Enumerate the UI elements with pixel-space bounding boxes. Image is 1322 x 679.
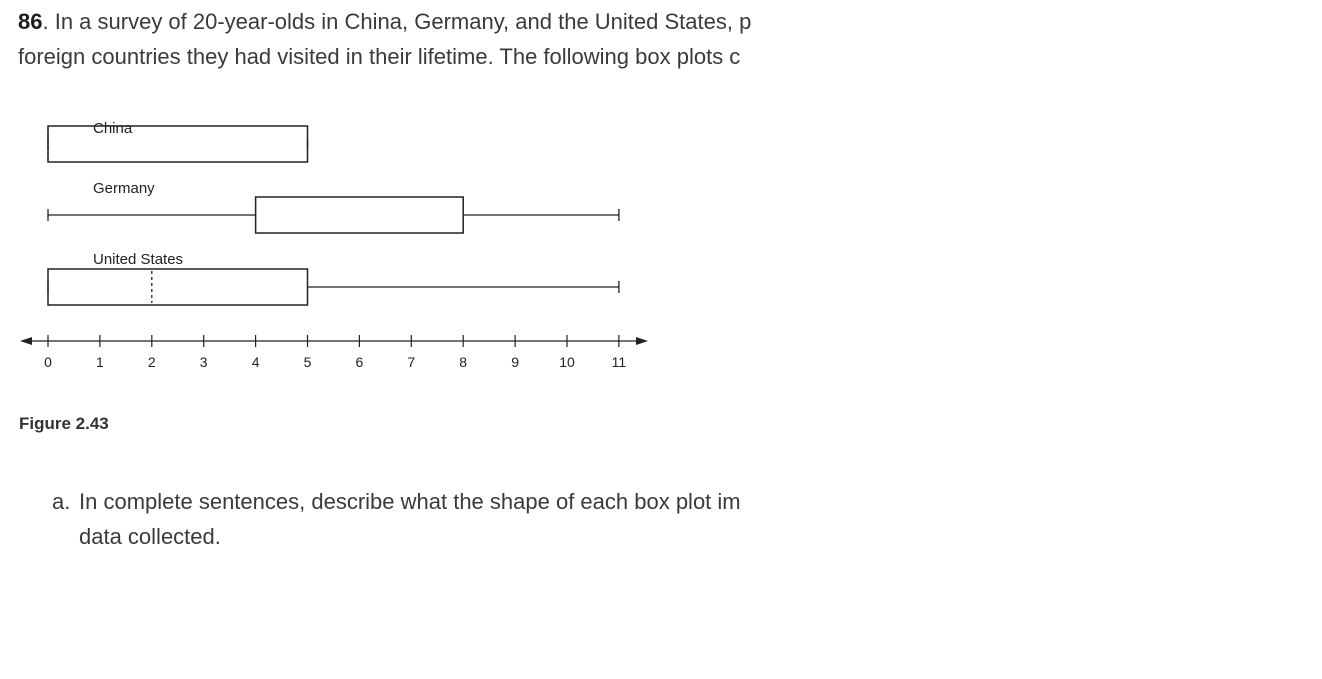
axis-tick-label-2: 2 xyxy=(147,354,156,370)
box-china xyxy=(48,126,308,162)
axis-tick-label-11: 11 xyxy=(611,354,627,370)
axis-arrow-left xyxy=(20,337,32,345)
axis-tick-label-1: 1 xyxy=(96,354,104,370)
answer-a-continuation: data collected. xyxy=(79,524,221,549)
series-label-germany: Germany xyxy=(93,180,155,197)
box-plot-figure xyxy=(0,100,680,390)
figure-caption: Figure 2.43 xyxy=(19,414,109,433)
question-line-1-text: . In a survey of 20-year-olds in China, Germany, and the United States, p xyxy=(42,9,752,34)
axis-tick-label-6: 6 xyxy=(355,354,364,370)
box-united-states xyxy=(48,269,308,305)
axis-tick-label-4: 4 xyxy=(251,354,260,370)
axis-tick-label-3: 3 xyxy=(199,354,208,370)
question-line-1 xyxy=(18,4,815,39)
axis-tick-label-9: 9 xyxy=(511,354,519,370)
question-text xyxy=(18,4,815,74)
answer-list xyxy=(52,484,815,554)
answer-a-text: In complete sentences, describe what the shape of each box plot im xyxy=(79,489,741,514)
answer-a-label: a. xyxy=(52,489,71,514)
box-germany xyxy=(256,197,464,233)
axis-tick-label-8: 8 xyxy=(459,354,468,370)
question-line-2: foreign countries they had visited in their lifetime. The following box plots c xyxy=(18,44,741,69)
axis-tick-label-10: 10 xyxy=(559,354,575,370)
question-number: 86 xyxy=(18,9,43,34)
axis-tick-label-7: 7 xyxy=(407,354,416,370)
axis-tick-label-0: 0 xyxy=(44,354,52,370)
series-label-china: China xyxy=(93,120,133,137)
axis-tick-label-5: 5 xyxy=(303,354,312,370)
answer-item-a xyxy=(52,484,815,519)
series-label-united-states: United States xyxy=(93,251,184,268)
axis-arrow-right xyxy=(636,337,648,345)
